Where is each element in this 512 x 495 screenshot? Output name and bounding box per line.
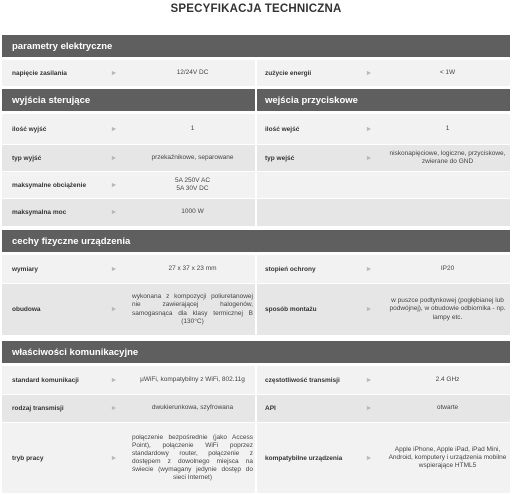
arrow-icon: ► [365, 306, 373, 313]
spec-value: wykonana z kompozycji poliuretanowej nie zawierającej halogenów, samogasnąca dla klasy termicznej B (130°C) [132, 293, 253, 325]
spec-label: standard komunikacji [12, 376, 79, 384]
spec-row-max-power [2, 199, 510, 226]
spec-row-housing [2, 284, 510, 335]
spec-value: Apple iPhone, Apple iPad, iPad Mini, Android, komputery i urządzenia mobilne wspierające HTML5 [388, 445, 507, 470]
spec-label: kompatybilne urządzenia [265, 454, 343, 462]
section-header-electrical [2, 35, 510, 57]
spec-label: częstotliwość transmisji [265, 376, 340, 384]
arrow-icon: ► [365, 265, 373, 273]
spec-value: 1 [190, 124, 195, 132]
spec-label: napięcie zasilania [12, 69, 67, 77]
section-title: parametry elektryczne [12, 40, 113, 52]
spec-value: 12/24V DC [176, 68, 209, 76]
spec-value: 1000 W [181, 208, 204, 216]
spec-row-type [2, 145, 510, 171]
arrow-icon: ► [110, 125, 118, 133]
spec-value: połączenie bezpośrednie (jako Access Point), połączenie WiFi poprzez standardowy router, połączenie z dostępem z dowolnego miejsca na świecie (wymagany jedynie dostęp do sieci Internet) [132, 433, 253, 482]
spec-value [130, 172, 255, 198]
spec-value: 27 x 37 x 23 mm [168, 264, 217, 272]
spec-label: stopień ochrony [265, 265, 316, 273]
spec-label: typ wyjść [12, 154, 42, 162]
spec-label: API [265, 405, 276, 412]
spec-label: tryb pracy [12, 454, 44, 462]
spec-row-dimensions [2, 255, 510, 283]
arrow-icon: ► [110, 209, 118, 216]
arrow-icon: ► [365, 376, 373, 384]
arrow-icon: ► [110, 181, 118, 189]
section-title: właściwości komunikacyjne [12, 346, 139, 358]
spec-value: < 1W [439, 68, 456, 76]
page-title: SPECYFIKACJA TECHNICZNA [170, 3, 342, 15]
spec-row-power [2, 60, 510, 86]
spec-label: zużycie energii [265, 69, 312, 77]
spec-value: niskonapięciowe, logiczne, przyciskowe, zwierane do GND [389, 149, 506, 165]
arrow-icon: ► [365, 125, 373, 133]
spec-row-mode [2, 423, 510, 493]
section-title: wejścia przyciskowe [265, 94, 358, 106]
spec-value: w puszce podtynkowej (pogłębianej lub podwójnej), w obudowie odbiornika - np. lampy etc. [389, 297, 506, 321]
arrow-icon: ► [365, 454, 373, 462]
spec-label: maksymalna moc [12, 209, 67, 216]
section-title: wyjścia sterujące [12, 94, 91, 106]
section-header-comms [2, 341, 510, 363]
spec-value: IP20 [440, 264, 455, 272]
arrow-icon: ► [110, 454, 118, 462]
empty-cell [257, 172, 510, 198]
arrow-icon: ► [365, 154, 373, 162]
section-header-io [2, 89, 510, 111]
arrow-icon: ► [365, 69, 373, 77]
spec-value: 1 [445, 124, 450, 132]
spec-label: ilość wyjść [12, 125, 47, 133]
section-header-physical [2, 230, 510, 252]
spec-label: sposób montażu [265, 306, 317, 313]
arrow-icon: ► [110, 154, 118, 162]
section-title: cechy fizyczne urządzenia [12, 235, 131, 247]
spec-value: 2.4 GHz [435, 375, 460, 383]
spec-label: wymiary [12, 265, 39, 273]
spec-row-count [2, 114, 510, 144]
spec-label: rodzaj transmisji [12, 405, 64, 412]
arrow-icon: ► [110, 69, 118, 77]
empty-cell [257, 199, 510, 226]
arrow-icon: ► [110, 376, 118, 384]
arrow-icon: ► [365, 405, 373, 412]
spec-label: maksymalne obciążenie [12, 181, 87, 189]
spec-value: dwukierunkowa, szyfrowana [151, 404, 234, 412]
spec-row-standard [2, 366, 510, 394]
spec-label: ilość wejść [265, 125, 300, 133]
arrow-icon: ► [110, 405, 118, 412]
spec-value-line: 5A 250V AC [174, 176, 211, 184]
spec-value: przekaźnikowe, separowane [151, 153, 234, 161]
spec-label: obudowa [12, 306, 41, 313]
spec-label: typ wejść [265, 154, 295, 162]
arrow-icon: ► [110, 306, 118, 313]
arrow-icon: ► [110, 265, 118, 273]
spec-value-line: 5A 30V DC [176, 185, 209, 192]
spec-value: otwarte [436, 404, 459, 412]
spec-row-max-load [2, 172, 510, 198]
spec-value: µWiFi, kompatybilny z WiFi, 802.11g [140, 375, 245, 383]
spec-row-transmission [2, 395, 510, 422]
